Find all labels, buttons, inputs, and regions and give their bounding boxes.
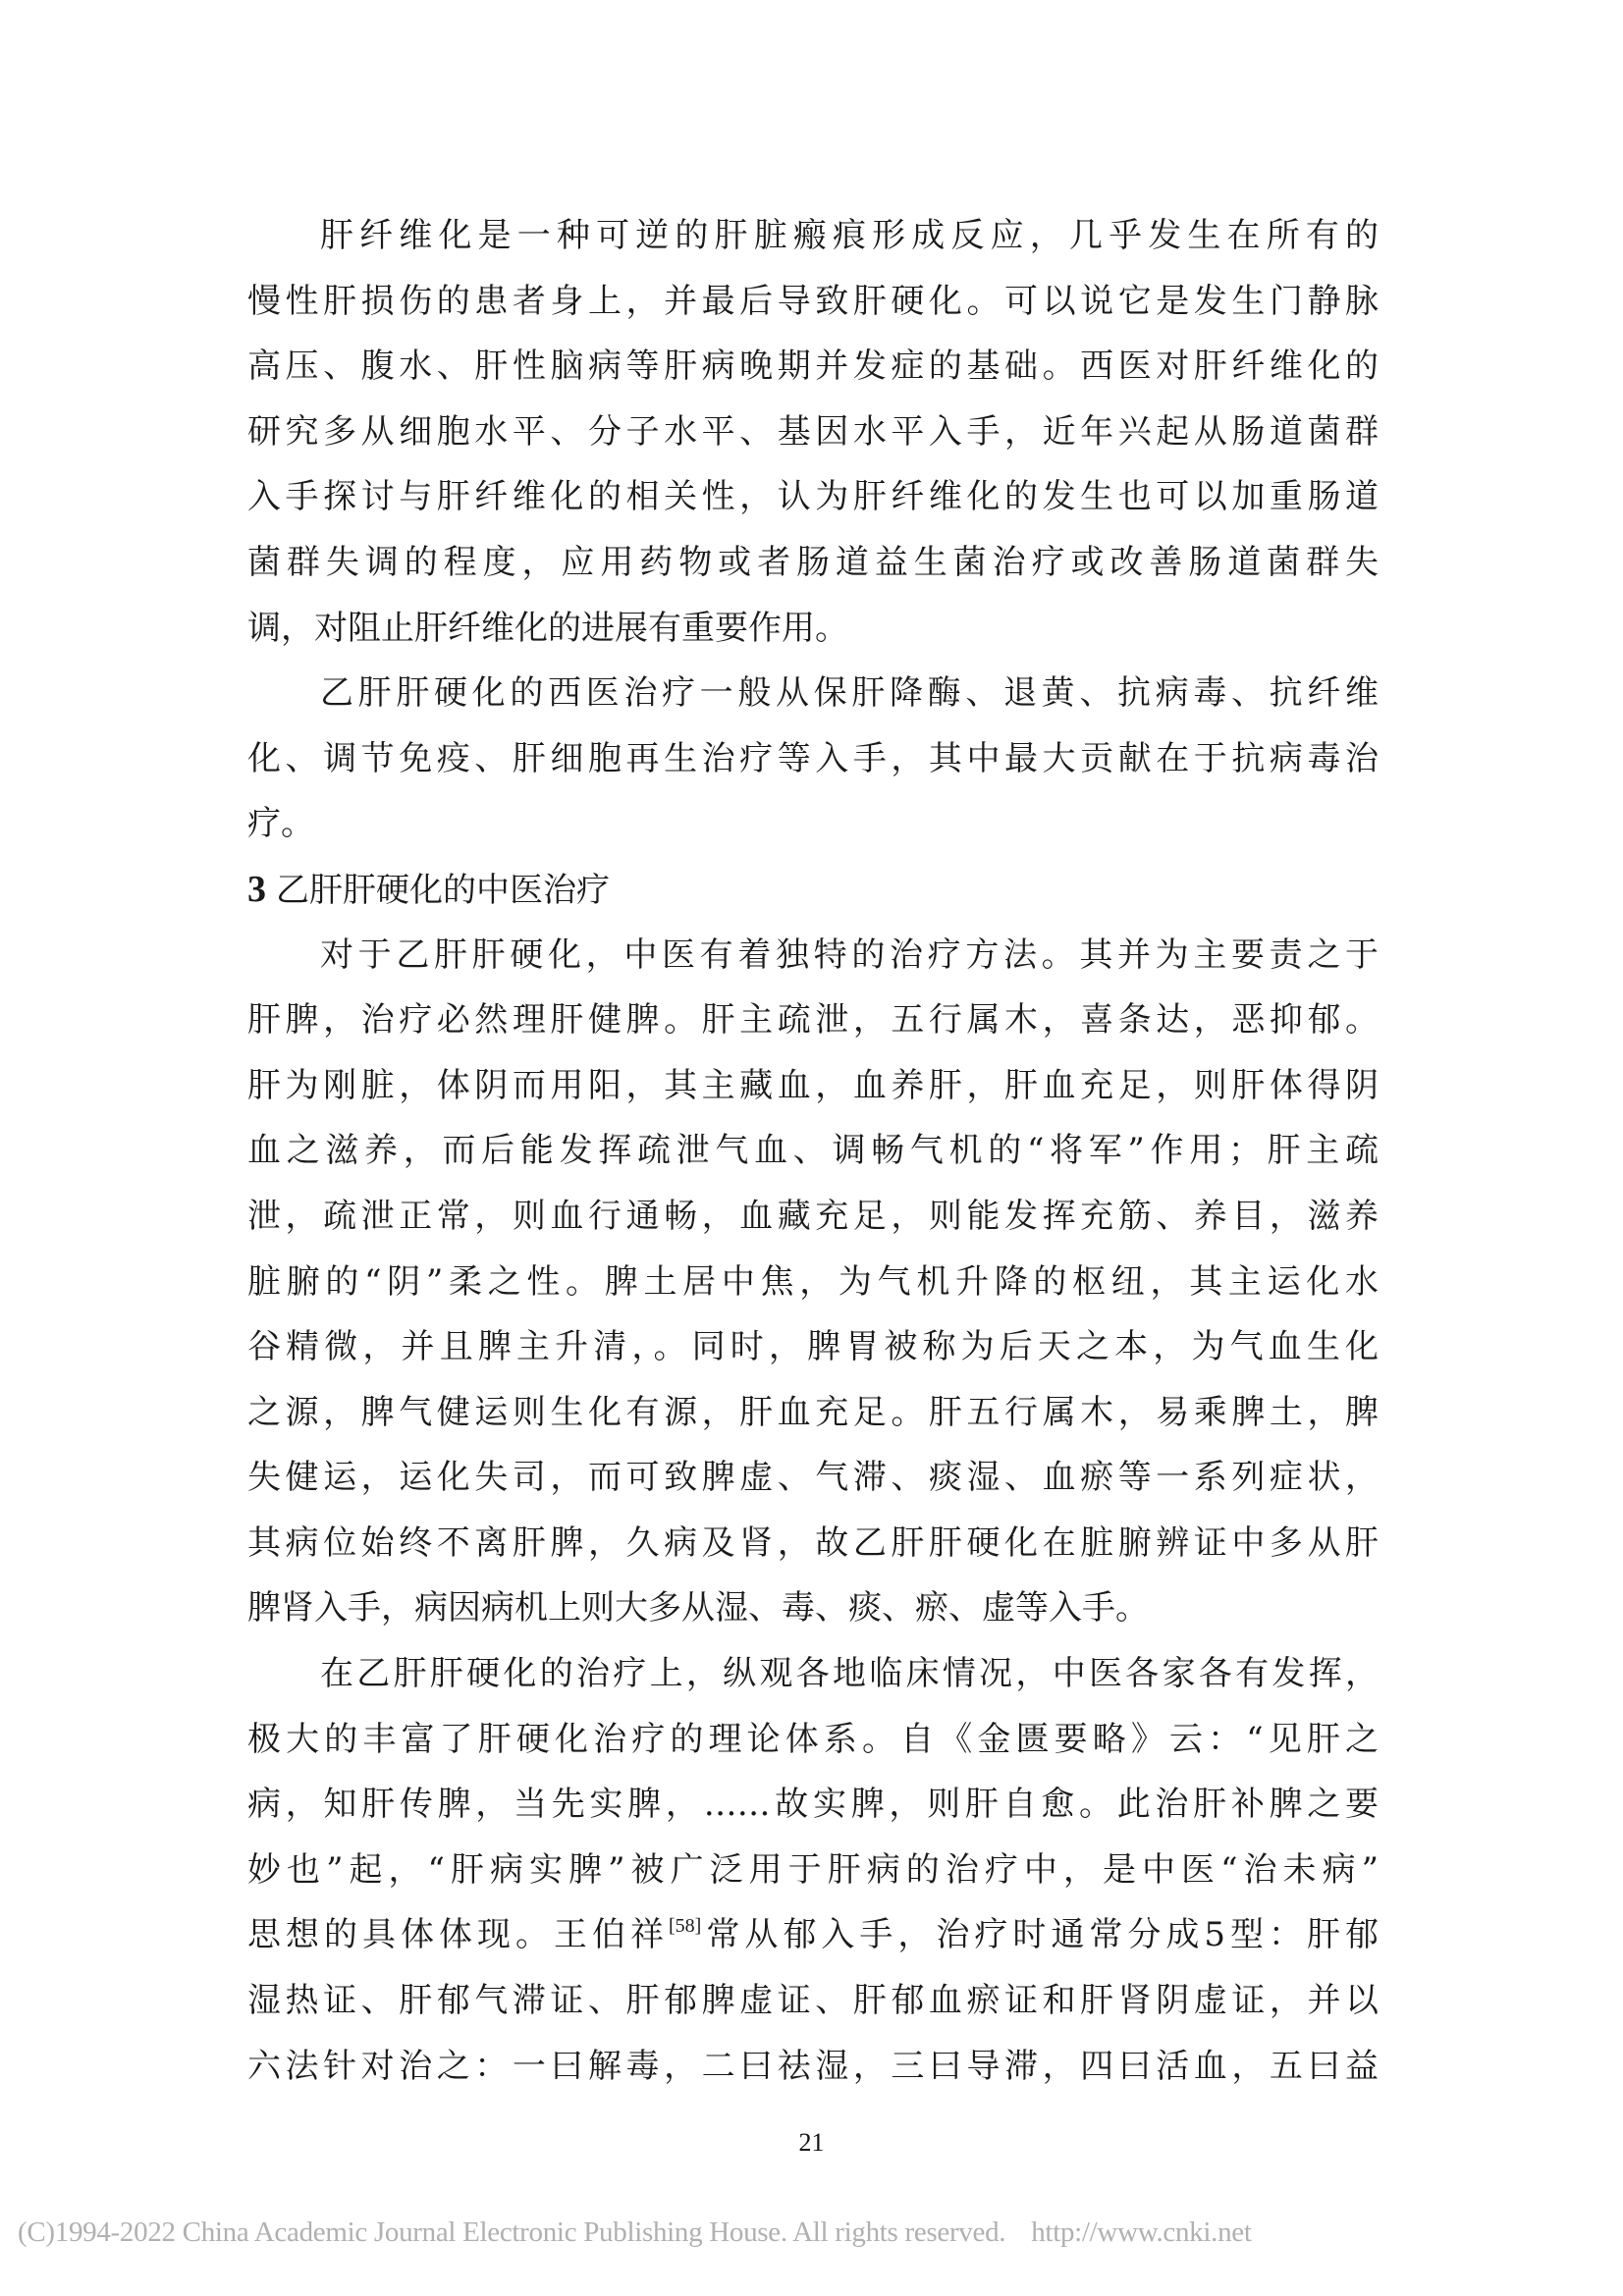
text-line: 血之滋养，而后能发挥疏泄气血、调畅气机的“将军”作用；肝主疏 [247,1131,1379,1171]
text-line: 对于乙肝肝硬化，中医有着独特的治疗方法。其并为主要责之于 [320,934,1379,975]
paragraph-western-treatment [247,661,1379,857]
footer-url: http://www.cnki.net [1031,2216,1252,2248]
paragraph-clinical-approaches [247,1641,1379,2099]
text-line: 妙也”起，“肝病实脾”被广泛用于肝病的治疗中，是中医“治未病” [247,1849,1379,1890]
text-line: 化、调节免疫、肝细胞再生治疗等入手，其中最大贡献在于抗病毒治 [247,738,1379,778]
text-line: 调，对阻止肝纤维化的进展有重要作用。 [247,608,848,648]
text-line: 湿热证、肝郁气滞证、肝郁脾虚证、肝郁血瘀证和肝肾阴虚证，并以 [247,1981,1379,2021]
text-line: 六法针对治之：一曰解毒，二曰祛湿，三曰导滞，四曰活血，五曰益 [247,2046,1379,2086]
text-line: 之源，脾气健运则生化有源，肝血充足。肝五行属木，易乘脾土，脾 [247,1392,1379,1432]
text-segment: 常从郁入手，治疗时通常分成5型：肝郁 [701,1915,1379,1955]
paragraph-liver-fibrosis [247,203,1379,661]
text-line: 慢性肝损伤的患者身上，并最后导致肝硬化。可以说它是发生门静脉 [247,281,1379,321]
section-heading [247,857,1379,923]
text-line: 病，知肝传脾，当先实脾，……故实脾，则肝自愈。此治肝补脾之要 [247,1785,1379,1825]
text-line: 研究多从细胞水平、分子水平、基因水平入手，近年兴起从肠道菌群 [247,411,1379,452]
text-line: 菌群失调的程度，应用药物或者肠道益生菌治疗或改善肠道菌群失 [247,542,1379,582]
body-text [247,203,1379,2099]
text-line: 肝为刚脏，体阴而用阳，其主藏血，血养肝，肝血充足，则肝体得阴 [247,1065,1379,1105]
paragraph-tcm-treatment [247,923,1379,1642]
section-title: 乙肝肝硬化的中医治疗 [276,870,610,910]
copyright-text: (C)1994-2022 China Academic Journal Electronic Publishing House. All rights reserved. [18,2216,1006,2248]
citation-reference: [58] [669,1915,702,1938]
text-line: 脾肾入手，病因病机上则大多从湿、毒、痰、瘀、虚等入手。 [247,1588,1149,1629]
text-line: 乙肝肝硬化的西医治疗一般从保肝降酶、退黄、抗病毒、抗纤维 [320,673,1379,714]
text-line: 谷精微，并且脾主升清，。同时，脾胃被称为后天之本，为气血生化 [247,1327,1379,1367]
text-line-with-citation [247,1902,1379,1968]
text-line: 失健运，运化失司，而可致脾虚、气滞、痰湿、血瘀等一系列症状， [247,1458,1379,1498]
copyright-footer [18,2216,1252,2249]
page-number: 21 [798,2128,825,2157]
text-line: 在乙肝肝硬化的治疗上，纵观各地临床情况，中医各家各有发挥， [320,1654,1379,1694]
section-number: 3 [247,868,266,910]
text-line: 高压、腹水、肝性脑病等肝病晚期并发症的基础。西医对肝纤维化的 [247,347,1379,387]
text-line: 泄，疏泄正常，则血行通畅，血藏充足，则能发挥充筋、养目，滋养 [247,1196,1379,1236]
text-line: 肝脾，治疗必然理肝健脾。肝主疏泄，五行属木，喜条达，恶抑郁。 [247,1000,1379,1041]
text-line: 脏腑的“阴”柔之性。脾土居中焦，为气机升降的枢纽，其主运化水 [247,1261,1379,1302]
text-line: 疗。 [247,804,314,844]
text-line: 入手探讨与肝纤维化的相关性，认为肝纤维化的发生也可以加重肠道 [247,477,1379,517]
text-line: 极大的丰富了肝硬化治疗的理论体系。自《金匮要略》云：“见肝之 [247,1719,1379,1759]
text-segment: 思想的具体体现。王伯祥 [247,1915,670,1955]
text-line: 其病位始终不离肝脾，久病及肾，故乙肝肝硬化在脏腑辨证中多从肝 [247,1522,1379,1563]
text-line: 肝纤维化是一种可逆的肝脏瘢痕形成反应，几乎发生在所有的 [320,216,1379,255]
